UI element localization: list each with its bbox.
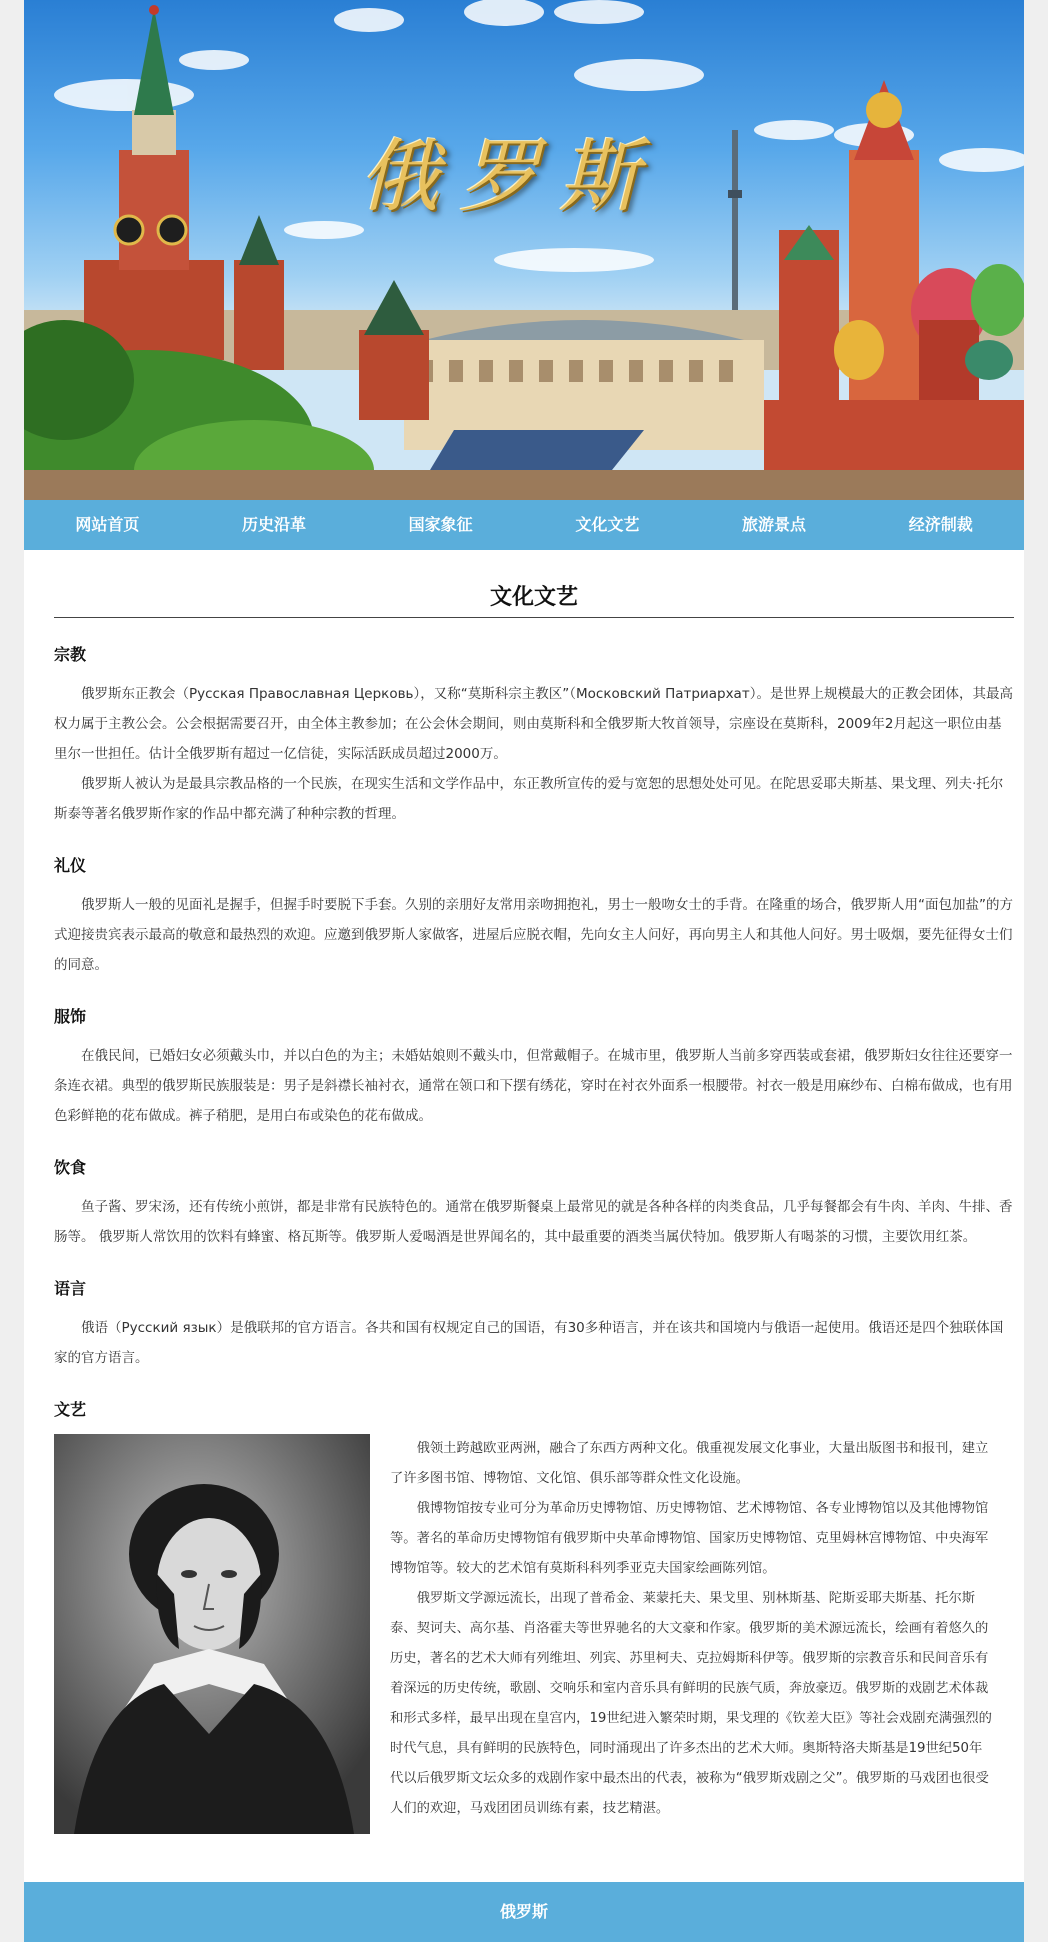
paragraph: 俄罗斯文学源远流长，出现了普希金、莱蒙托夫、果戈里、别林斯基、陀斯妥耶夫斯基、托尔斯泰、契诃夫、高尔基、肖洛霍夫等世界驰名的大文豪和作家。俄罗斯的美术源远流长，绘画有着悠久的历史，著名的艺术大师有列维坦、列宾、苏里柯夫、克拉姆斯科伊等。俄罗斯的宗教音乐和民间音乐有着深远的历史传统，歌剧、交响乐和室内音乐具有鲜明的民族气质，奔放豪迈。俄罗斯的戏剧艺术体裁和形式多样，最早出现在皇宫内，19世纪进入繁荣时期，果戈理的《钦差大臣》等社会戏剧充满强烈的时代气息，具有鲜明的民族特色，同时涌现出了许多杰出的艺术大师。奥斯特洛夫斯基是19世纪50年代以后俄罗斯文坛众多的戏剧作家中最杰出的代表，被称为“俄罗斯戏剧之父”。俄罗斯的马戏团也很受人们的欢迎，马戏团团员训练有素，技艺精湛。 (390, 1591, 992, 1816)
banner-title: 俄罗斯 (359, 130, 659, 223)
portrait-illustration (54, 1434, 370, 1834)
page (24, 0, 1024, 1942)
section-heading-etiquette: 礼仪 (54, 856, 87, 875)
paragraph: 俄领土跨越欧亚两洲，融合了东西方两种文化。俄重视发展文化事业，大量出版图书和报刊，建立了许多图书馆、博物馆、文化馆、俱乐部等群众性文化设施。 (390, 1441, 989, 1486)
paragraph: 俄罗斯东正教会（Русская Православная Церковь），又称“莫斯科宗主教区”（Московский Патриархат）。是世界上规模最大的正教会团体，其最高权力属于主教公会。公会根据需要召开，由全体主教参加；在公会休会期间，则由莫斯科和全俄罗斯大牧首领导，宗座设在莫斯科，2009年2月起这一职位由基里尔一世担任。估计全俄罗斯有超过一亿信徒，实际活跃成员超过2000万。 (54, 686, 1013, 762)
section-heading-food: 饮食 (54, 1158, 87, 1177)
paragraph: 俄语（Русский язык）是俄联邦的官方语言。各共和国有权规定自己的国语，有30多种语言，并在该共和国境内与俄语一起使用。俄语还是四个独联体国家的官方语言。 (54, 1320, 1004, 1366)
main-content (54, 550, 1014, 1834)
section-heading-religion: 宗教 (54, 645, 87, 664)
moscow-skyline-illustration (24, 0, 1024, 500)
footer: 俄罗斯 (24, 1882, 1024, 1942)
paragraph: 在俄民间，已婚妇女必须戴头巾，并以白色的为主；未婚姑娘则不戴头巾，但常戴帽子。在城市里，俄罗斯人当前多穿西装或套裙，俄罗斯妇女往往还要穿一条连衣裙。典型的俄罗斯民族服装是：男子是斜襟长袖衬衣，通常在领口和下摆有绣花，穿时在衬衣外面系一根腰带。衬衣一般是用麻纱布、白棉布做成，也有用色彩鲜艳的花布做成。裤子稍肥，是用白布或染色的花布做成。 (54, 1048, 1013, 1124)
paragraph: 鱼子酱、罗宋汤，还有传统小煎饼，都是非常有民族特色的。通常在俄罗斯餐桌上最常见的就是各种各样的肉类食品，几乎每餐都会有牛肉、羊肉、牛排、香肠等。 俄罗斯人常饮用的饮料有蜂蜜、格瓦斯等。俄罗斯人爱喝酒是世界闻名的，其中最重要的酒类当属伏特加。俄罗斯人有喝茶的习惯，主要饮用红茶。 (54, 1199, 1013, 1245)
nav-item-symbols[interactable]: 国家象征 (408, 515, 473, 534)
paragraph: 俄罗斯人一般的见面礼是握手，但握手时要脱下手套。久别的亲朋好友常用亲吻拥抱礼，男士一般吻女士的手背。在隆重的场合，俄罗斯人用“面包加盐”的方式迎接贵宾表示最高的敬意和最热烈的欢迎。应邀到俄罗斯人家做客，进屋后应脱衣帽，先向女主人问好，再向男主人和其他人问好。男士吸烟，要先征得女士们的同意。 (54, 897, 1013, 973)
nav-item-tourism[interactable]: 旅游景点 (742, 515, 807, 534)
paragraph: 俄博物馆按专业可分为革命历史博物馆、历史博物馆、艺术博物馆、各专业博物馆以及其他博物馆等。著名的革命历史博物馆有俄罗斯中央革命博物馆、国家历史博物馆、克里姆林宫博物馆、中央海军博物馆等。较大的艺术馆有莫斯科科列季亚克夫国家绘画陈列馆。 (390, 1501, 989, 1576)
page-title: 文化文艺 (54, 580, 1014, 618)
nav-item-home[interactable]: 网站首页 (75, 515, 140, 534)
arts-block (54, 1434, 1014, 1834)
portrait-image (54, 1434, 370, 1834)
section-heading-arts: 文艺 (54, 1400, 87, 1419)
arts-text (390, 1434, 994, 1834)
banner-image (24, 0, 1024, 500)
section-heading-clothing: 服饰 (54, 1007, 87, 1026)
paragraph: 俄罗斯人被认为是最具宗教品格的一个民族，在现实生活和文学作品中，东正教所宣传的爱与宽恕的思想处处可见。在陀思妥耶夫斯基、果戈理、列夫·托尔斯泰等著名俄罗斯作家的作品中都充满了种种宗教的哲理。 (54, 776, 1004, 822)
section-heading-language: 语言 (54, 1279, 87, 1298)
nav-item-sanctions[interactable]: 经济制裁 (908, 515, 973, 534)
main-nav (24, 500, 1024, 550)
nav-item-culture[interactable]: 文化文艺 (575, 515, 640, 534)
nav-item-history[interactable]: 历史沿革 (242, 515, 307, 534)
